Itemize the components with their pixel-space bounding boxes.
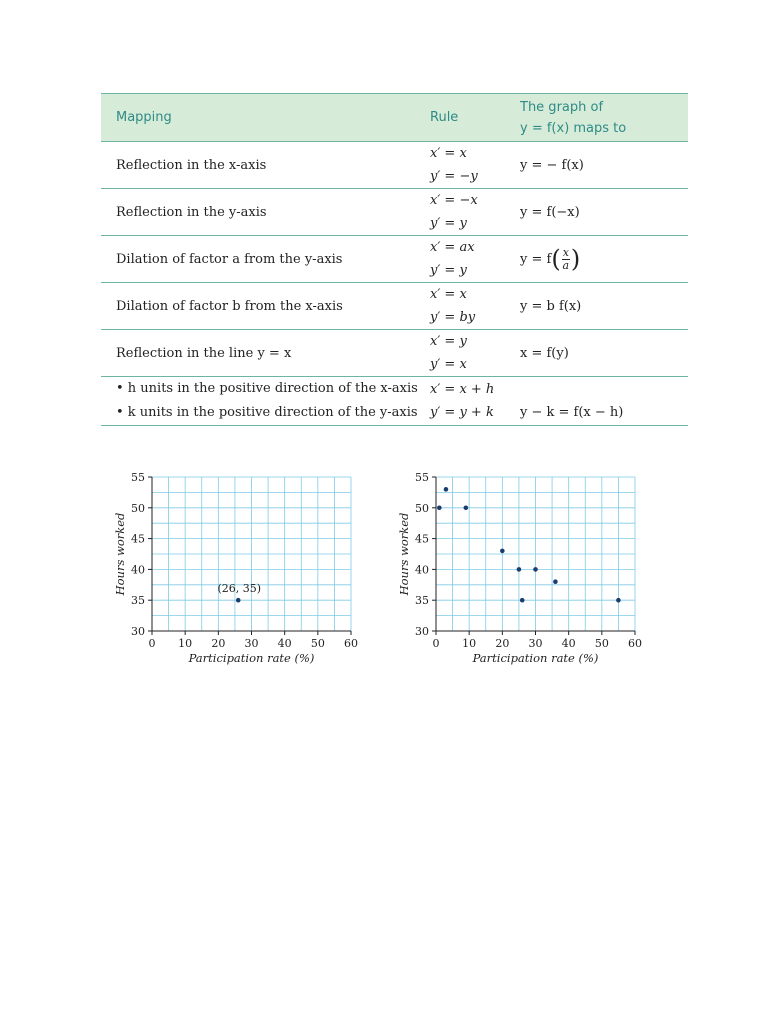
x-tick-label: 40 xyxy=(277,637,292,650)
y-tick-label: 35 xyxy=(131,594,145,608)
x-tick-label: 30 xyxy=(244,637,259,650)
rule-y: y′ = y xyxy=(430,216,467,231)
data-point xyxy=(533,567,538,572)
y-tick-label: 35 xyxy=(415,594,429,608)
y-tick-label: 50 xyxy=(415,501,429,515)
rule-cell xyxy=(430,189,520,236)
rule-cell xyxy=(430,377,520,426)
table-row xyxy=(101,142,688,189)
header-graph xyxy=(520,94,688,142)
mapping-cell: Reflection in the x-axis xyxy=(101,142,430,189)
header-rule: Rule xyxy=(430,94,520,142)
y-axis-label: Hours worked xyxy=(397,512,411,596)
table-row xyxy=(101,236,688,283)
mapping-cell: Dilation of factor b from the x-axis xyxy=(101,283,430,330)
y-tick-label: 40 xyxy=(131,563,145,577)
y-tick-label: 45 xyxy=(131,532,145,546)
x-tick-label: 50 xyxy=(310,637,325,650)
x-tick-label: 20 xyxy=(495,637,510,650)
rule-y: y′ = x xyxy=(430,357,467,372)
y-tick-label: 30 xyxy=(131,625,145,638)
x-axis-label: Participation rate (%) xyxy=(188,651,315,665)
x-tick-label: 0 xyxy=(148,637,156,650)
mapping-cell: Dilation of factor a from the y-axis xyxy=(101,236,430,283)
scatter-chart-multiple-points xyxy=(384,465,654,675)
x-tick-label: 10 xyxy=(462,637,477,650)
y-tick-label: 45 xyxy=(415,532,429,546)
table-row xyxy=(101,283,688,330)
header-graph-line1: The graph of xyxy=(520,99,604,115)
y-axis-label: Hours worked xyxy=(113,512,127,596)
data-point xyxy=(437,506,442,511)
rule-y: y′ = y + k xyxy=(430,405,494,420)
data-point xyxy=(520,598,525,603)
right-paren: ) xyxy=(570,245,581,273)
rule-x: x′ = y xyxy=(430,334,467,349)
mapping-cell: Reflection in the y-axis xyxy=(101,189,430,236)
transformations-table xyxy=(101,93,688,426)
rule-y: y′ = by xyxy=(430,310,476,325)
scatter-chart-single-point xyxy=(100,465,370,675)
header-graph-line2: y = f(x) maps to xyxy=(520,120,627,136)
data-point xyxy=(464,506,469,511)
fraction-denominator: a xyxy=(562,258,570,272)
left-paren: ( xyxy=(551,245,561,273)
graph-cell: y = b f(x) xyxy=(520,283,688,330)
x-tick-label: 60 xyxy=(344,637,358,650)
rule-x: x′ = x xyxy=(430,146,467,161)
y-tick-label: 30 xyxy=(415,625,429,638)
x-tick-label: 60 xyxy=(628,637,642,650)
rule-cell xyxy=(430,283,520,330)
fraction xyxy=(562,247,570,272)
y-tick-label: 40 xyxy=(415,563,429,577)
graph-cell: x = f(y) xyxy=(520,330,688,377)
data-point xyxy=(553,579,558,584)
point-annotation: (26, 35) xyxy=(217,582,262,596)
mapping-line-h: • h units in the positive direction of the x-axis xyxy=(116,381,418,396)
header-mapping: Mapping xyxy=(101,94,430,142)
rule-cell xyxy=(430,236,520,283)
rule-x: x′ = −x xyxy=(430,193,478,208)
table-row xyxy=(101,377,688,426)
x-tick-label: 20 xyxy=(211,637,226,650)
data-point xyxy=(517,567,522,572)
data-point xyxy=(500,549,505,554)
rule-cell xyxy=(430,142,520,189)
x-tick-label: 40 xyxy=(561,637,576,650)
x-tick-label: 50 xyxy=(594,637,609,650)
data-point xyxy=(236,598,241,603)
graph-cell xyxy=(520,236,688,283)
graph-cell: y = f(−x) xyxy=(520,189,688,236)
y-tick-label: 50 xyxy=(131,501,145,515)
rule-y: y′ = y xyxy=(430,263,467,278)
y-tick-label: 55 xyxy=(415,471,429,484)
rule-x: x′ = x xyxy=(430,287,467,302)
x-tick-label: 10 xyxy=(178,637,193,650)
mapping-cell: Reflection in the line y = x xyxy=(101,330,430,377)
x-tick-label: 30 xyxy=(528,637,543,650)
fraction-expression xyxy=(520,247,580,272)
table-row xyxy=(101,330,688,377)
mapping-line-k: • k units in the positive direction of the y-axis xyxy=(116,405,418,420)
rule-x: x′ = x + h xyxy=(430,382,495,397)
data-point xyxy=(616,598,621,603)
x-tick-label: 0 xyxy=(432,637,440,650)
rule-cell xyxy=(430,330,520,377)
rule-y: y′ = −y xyxy=(430,169,478,184)
x-axis-label: Participation rate (%) xyxy=(472,651,599,665)
y-tick-label: 55 xyxy=(131,471,145,484)
graph-prefix: y = f xyxy=(520,251,552,267)
graph-cell: y − k = f(x − h) xyxy=(520,377,688,426)
mapping-cell xyxy=(101,377,430,426)
fraction-numerator: x xyxy=(562,245,569,259)
data-point xyxy=(444,487,449,492)
table-header-row xyxy=(101,94,688,142)
graph-cell: y = − f(x) xyxy=(520,142,688,189)
rule-x: x′ = ax xyxy=(430,240,475,255)
table-row xyxy=(101,189,688,236)
